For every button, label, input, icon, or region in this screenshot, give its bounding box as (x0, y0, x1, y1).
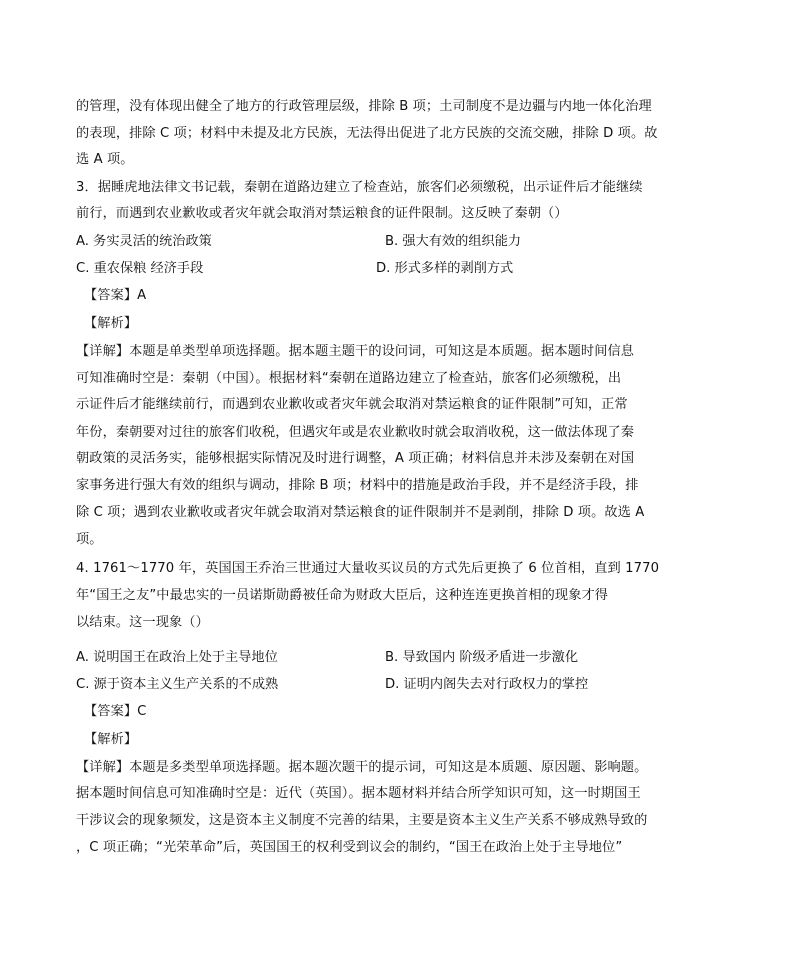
q4-stem-line-3: 以结束。这一现象（） (76, 615, 209, 630)
q3-detail-line-4: 年份，秦朝要对过往的旅客们收税，但遇灾年或是农业歉收时就会取消收税，这一做法体现了秦 (76, 425, 635, 440)
prev-paragraph-line-1: 的管理，没有体现出健全了地方的行政管理层级，排除 B 项；土司制度不是边疆与内地一体化治理 (76, 99, 652, 114)
q4-option-c: C. 源于资本主义生产关系的不成熟 (76, 677, 279, 692)
q3-analysis-title: 【解析】 (84, 316, 138, 331)
q3-detail-line-6: 家事务进行强大有效的组织与调动，排除 B 项；材料中的措施是政治手段，并不是经济手段，排 (76, 478, 639, 493)
q3-option-b: B. 强大有效的组织能力 (385, 234, 522, 249)
q4-option-b: B. 导致国内 阶级矛盾进一步激化 (385, 650, 579, 665)
q4-analysis-title: 【解析】 (84, 732, 138, 747)
q4-detail-line-1: 【详解】本题是多类型单项选择题。据本题次题干的提示词，可知这是本质题、原因题、影响题。 (76, 760, 648, 775)
prev-paragraph-line-2: 的表现，排除 C 项；材料中未提及北方民族，无法得出促进了北方民族的交流交融，排除 D 项。故 (76, 126, 658, 141)
q4-stem-line-1: 4. 1761～1770 年，英国国王乔治三世通过大量收买议员的方式先后更换了 6 位首相，直到 1770 (76, 561, 660, 576)
q3-option-a: A. 务实灵活的统治政策 (76, 234, 212, 249)
q4-detail-line-3: 干涉议会的现象频发，这是资本主义制度不完善的结果，主要是资本主义生产关系不够成熟导致的 (76, 813, 648, 828)
q3-option-c: C. 重农保粮 经济手段 (76, 261, 204, 276)
q3-answer: 【答案】A (84, 288, 147, 303)
q3-option-d: D. 形式多样的剥削方式 (376, 261, 514, 276)
q4-detail-line-4: ，C 项正确；“光荣革命”后，英国国王的权利受到议会的制约，“国王在政治上处于主导地位” (76, 840, 623, 855)
q3-stem-line-2: 前行，而遇到农业歉收或者灾年就会取消对禁运粮食的证件限制。这反映了秦朝（） (76, 206, 568, 221)
q3-detail-line-7: 除 C 项；遇到农业歉收或者灾年就会取消对禁运粮食的证件限制并不是剥削，排除 D 项。故选 A (76, 505, 645, 520)
q3-detail-line-5: 朝政策的灵活务实，能够根据实际情况及时进行调整，A 项正确；材料信息并未涉及秦朝在对国 (76, 451, 635, 466)
q3-detail-line-1: 【详解】本题是单类型单项选择题。据本题主题干的设问词，可知这是本质题。据本题时间信息 (76, 344, 635, 359)
q3-detail-line-2: 可知准确时空是：秦朝（中国）。根据材料“秦朝在道路边建立了检查站，旅客们必须缴税，出 (76, 371, 622, 386)
q4-answer: 【答案】C (84, 704, 147, 719)
q4-detail-line-2: 据本题时间信息可知准确时空是：近代（英国）。据本题材料并结合所学知识可知，这一时期国王 (76, 786, 641, 801)
q4-option-d: D. 证明内阁失去对行政权力的掌控 (385, 677, 589, 692)
q4-option-a: A. 说明国王在政治上处于主导地位 (76, 650, 278, 665)
prev-paragraph-line-3: 选 A 项。 (76, 152, 134, 167)
q3-stem-line-1: 3．据睡虎地法律文书记载，秦朝在道路边建立了检查站，旅客们必须缴税，出示证件后才能继续 (76, 180, 643, 195)
q3-detail-line-3: 示证件后才能继续前行，而遇到农业歉收或者灾年就会取消对禁运粮食的证件限制”可知，正常 (76, 397, 628, 412)
q4-stem-line-2: 年“国王之友”中最忠实的一员诺斯勋爵被任命为财政大臣后，这种连连更换首相的现象才得 (76, 588, 609, 603)
q3-detail-line-8: 项。 (76, 532, 103, 547)
